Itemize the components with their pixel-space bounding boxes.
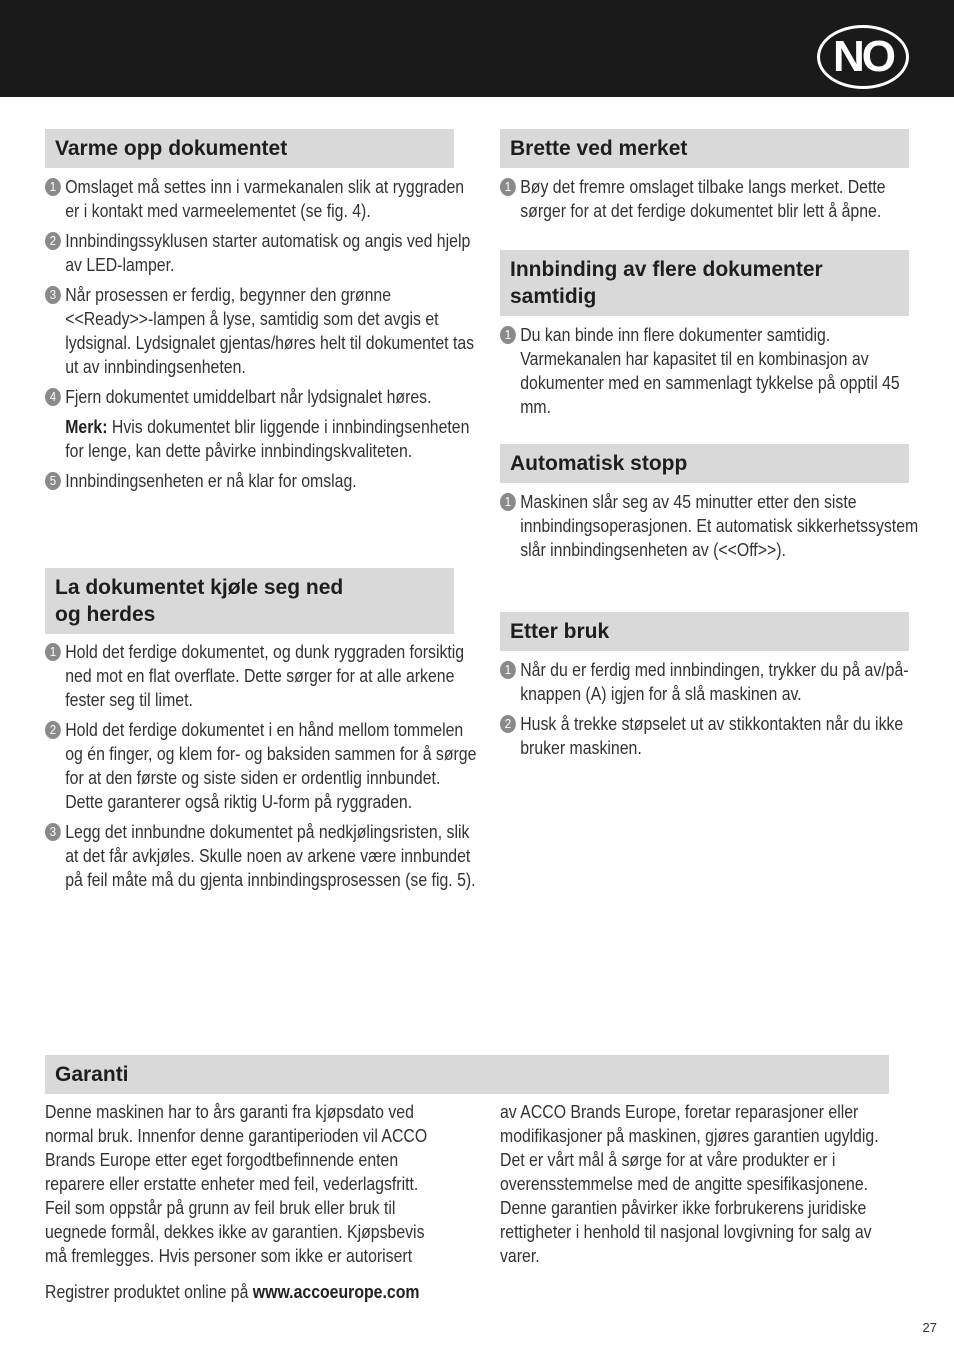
right-section-2 [500,250,909,425]
section-heading [500,250,909,316]
step-list [500,175,909,223]
step-item [45,175,479,223]
step-number-icon: 1 [45,178,61,196]
step-item [45,283,479,379]
heading-line: Innbinding av flere dokumenter [510,258,823,281]
section-heading: Etter bruk [500,612,909,651]
step-item [500,658,934,706]
note [45,415,479,463]
step-text: Maskinen slår seg av 45 minutter etter den siste innbindingsoperasjonen. Et automatisk sikkerhetssystem slår innbindingsenheten av (<<Off>>). [520,492,919,560]
heading-line: og herdes [55,603,156,626]
step-list [500,490,919,562]
step-number-icon: 2 [45,721,61,739]
step-number-icon: 1 [500,326,516,344]
step-number-icon: 1 [45,643,61,661]
step-text: Omslaget må settes inn i varmekanalen slik at ryggraden er i kontakt med varmeelementet (se fig. 4). [65,177,465,221]
step-number-icon: 1 [500,493,516,511]
heading-line: La dokumentet kjøle seg ned [55,576,344,599]
step-text: Legg det innbundne dokumentet på nedkjølingsristen, slik at det får avkjøles. Skulle noen av arkene være innbundet på feil måte må du gjenta innbindingsprosessen (se fig. 5). [65,822,476,890]
step-text: Innbindingsenheten er nå klar for omslag. [65,471,357,491]
section-heading: Varme opp dokumentet [45,129,454,168]
step-number-icon: 3 [45,286,61,304]
register-line [45,1280,450,1304]
step-text: Når prosessen er ferdig, begynner den grønne <<Ready>>-lampen å lyse, samtidig som det avgis et lydsignal. Lydsignalet gjentas/høres helt til dokumentet tas ut av innbindingsenheten. [65,285,475,377]
step-list [45,175,475,493]
section-heading: Automatisk stopp [500,444,909,483]
step-number-icon: 1 [500,661,516,679]
step-item [45,229,479,277]
step-item [45,640,479,712]
step-number-icon: 2 [500,715,516,733]
step-list [500,323,909,419]
note-label: Merk: [65,417,108,437]
step-number-icon: 3 [45,823,61,841]
page-number: 27 [922,1320,937,1335]
step-text: Innbindingssyklusen starter automatisk og angis ved hjelp av LED-lamper. [65,231,471,275]
left-column [45,129,475,499]
step-text: Husk å trekke støpselet ut av stikkontakten når du ikke bruker maskinen. [520,714,904,758]
step-item [500,175,934,223]
right-section-4 [500,612,909,766]
garanti-text-left: Denne maskinen har to års garanti fra kjøpsdato ved normal bruk. Innenfor denne garantiperioden vil ACCO Brands Europe etter eget forgodtbefinnende enten reparere eller erstatte enheter med feil, vederlagsfritt. Feil som oppstår på grunn av feil bruk eller bruk til uegnede formål, dekkes ikke av garantien. Kjøpsbevis må fremlegges. Hvis personer som ikke er autorisert [45,1102,428,1266]
right-section-3 [500,444,919,568]
heading-line: samtidig [510,285,597,308]
step-item [500,490,934,562]
step-item [45,820,479,892]
step-number-icon: 5 [45,472,61,490]
step-text: Når du er ferdig med innbindingen, trykker du på av/på-knappen (A) igjen for å slå maskinen av. [520,660,909,704]
step-item [45,385,479,409]
right-section-1 [500,129,909,229]
garanti-text-right: av ACCO Brands Europe, foretar reparasjoner eller modifikasjoner på maskinen, gjøres garantien ugyldig. Det er vårt mål å sørge for at våre produkter er i overensstemmelse med de angitte spesifikasjonene. Denne garantien påvirker ikke forbrukerens juridiske rettigheter i henhold til nasjonal lovgivning for salg av varer. [500,1102,879,1266]
step-number-icon: 1 [500,178,516,196]
step-text: Fjern dokumentet umiddelbart når lydsignalet høres. [65,387,432,407]
step-number-icon: 4 [45,388,61,406]
step-item [500,712,934,760]
step-text: Hold det ferdige dokumentet i en hånd mellom tommelen og én finger, og klem for- og baksiden sammen for å sørge for at den første og siste siden er ordentlig innbundet. Dette garanterer også riktig U-form på ryggraden. [65,720,477,812]
step-text: Hold det ferdige dokumentet, og dunk ryggraden forsiktig ned mot en flat overflate. Dette sørger for at alle arkene fester seg til limet. [65,642,465,710]
step-number-icon: 2 [45,232,61,250]
step-text: Du kan binde inn flere dokumenter samtidig. Varmekanalen har kapasitet til en kombinasjon av dokumenter med en sammenlagt tykkelse på opptil 45 mm. [520,325,900,417]
register-link[interactable]: www.accoeurope.com [252,1282,420,1302]
step-list [45,640,477,892]
section-heading: Garanti [45,1055,889,1094]
section-heading: Brette ved merket [500,129,909,168]
language-badge: NO [817,25,909,89]
section-heading [45,568,454,634]
note-text: Hvis dokumentet blir liggende i innbindingsenheten for lenge, kan dette påvirke innbindingskvaliteten. [65,417,470,461]
garanti-section [45,1055,889,1094]
header-bar [0,0,954,97]
step-item [45,718,479,814]
register-prefix: Registrer produktet online på [45,1282,253,1302]
step-item [500,323,934,419]
step-list [500,658,909,760]
left-column-2 [45,568,477,898]
step-item [45,469,479,493]
step-text: Bøy det fremre omslaget tilbake langs merket. Dette sørger for at det ferdige dokumentet blir lett å åpne. [520,177,886,221]
